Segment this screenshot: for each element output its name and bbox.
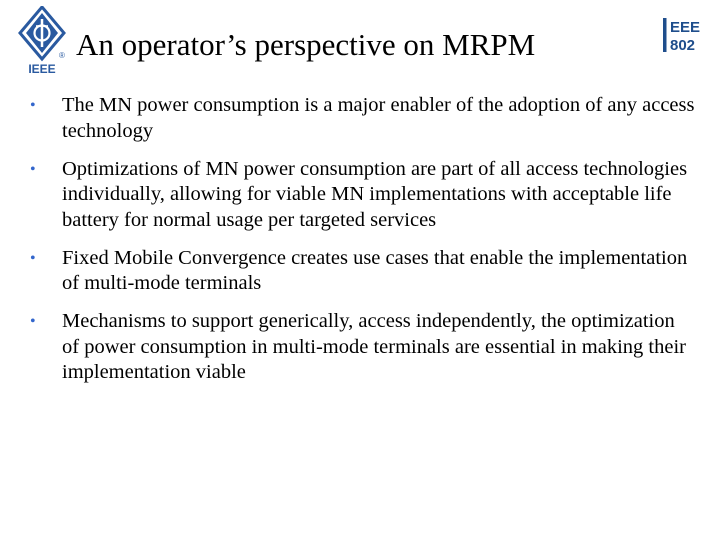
logo-802-line2: 802	[670, 37, 696, 54]
bullet-text: The MN power consumption is a major enabler of the adoption of any access technology	[62, 94, 695, 142]
registered-mark: ®	[59, 51, 65, 60]
slide-header	[0, 0, 720, 85]
bullet-text: Mechanisms to support generically, access independently, the optimization of power consumption in multi-mode terminals are essential in making their implementation viable	[62, 310, 686, 383]
bullet-item	[30, 157, 695, 234]
ieee-802-logo	[661, 15, 703, 55]
bullet-text: Fixed Mobile Convergence creates use cases that enable the implementation of multi-mode terminals	[62, 246, 688, 294]
bullet-marker: •	[30, 313, 36, 330]
ieee-802-icon	[661, 15, 703, 55]
bullet-item	[30, 246, 695, 297]
slide-title: An operator’s perspective on MRPM	[76, 27, 536, 62]
bullet-item	[30, 93, 695, 144]
logo-802-line1: EEE	[670, 19, 701, 36]
ieee-wordmark: IEEE	[28, 62, 56, 76]
bullet-list	[30, 93, 695, 398]
ieee-diamond-icon	[18, 6, 66, 76]
bullet-marker: •	[30, 97, 36, 114]
bullet-marker: •	[30, 249, 36, 267]
ieee-logo	[18, 6, 66, 76]
bullet-marker: •	[30, 160, 36, 178]
bullet-item	[30, 309, 695, 386]
bullet-text: Optimizations of MN power consumption are part of all access technologies individually, allowing for viable MN implementations with acceptable life battery for normal usage per targeted services	[62, 157, 688, 231]
